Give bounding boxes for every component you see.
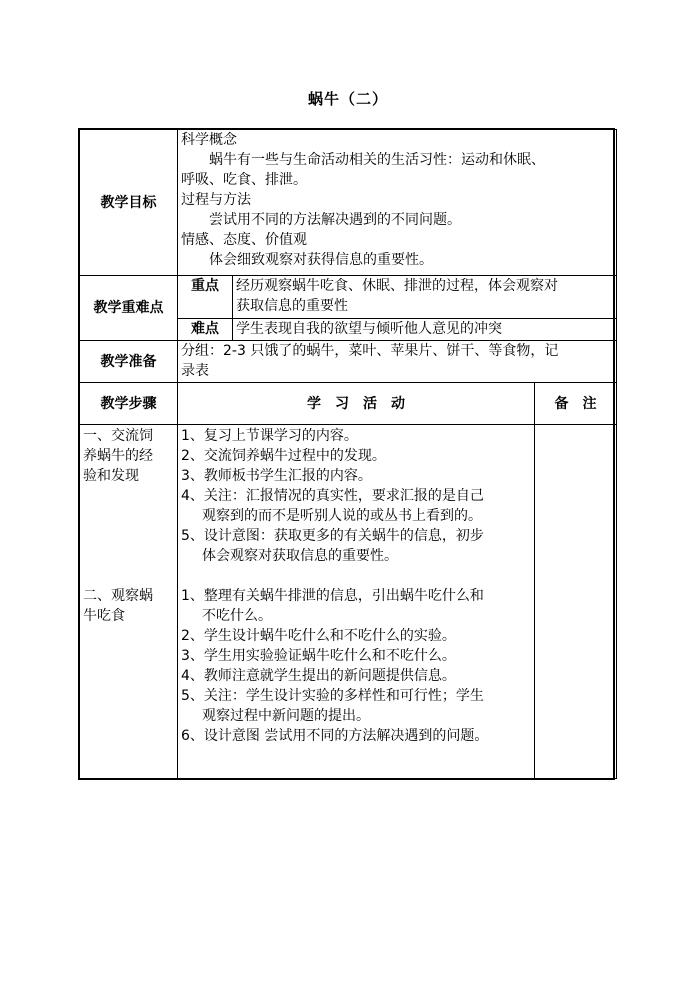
page-title: 蜗牛（二） xyxy=(307,90,388,108)
goals-content xyxy=(178,130,617,276)
goals-line: 科学概念 xyxy=(181,132,237,148)
step-item: 3、教师板书学生汇报的内容。 xyxy=(181,468,372,484)
step-item-cont: 不吃什么。 xyxy=(202,608,272,624)
focus-line: 获取信息的重要性 xyxy=(236,298,348,314)
step-item: 4、关注：汇报情况的真实性，要求汇报的是自己 xyxy=(181,488,484,504)
goals-line: 蜗牛有一些与生命活动相关的生活习性：运动和休眠、 xyxy=(209,152,545,168)
step-item: 2、学生设计蜗牛吃什么和不吃什么的实验。 xyxy=(181,628,456,644)
steps-header-label: 教学步骤 xyxy=(80,383,178,425)
steps-notes xyxy=(535,425,617,779)
goals-label: 教学目标 xyxy=(80,130,178,276)
step-item: 1、整理有关蜗牛排泄的信息，引出蜗牛吃什么和 xyxy=(181,588,484,604)
step-item-cont: 体会观察对获取信息的重要性。 xyxy=(202,548,398,564)
goals-row xyxy=(80,130,617,276)
steps-labels xyxy=(80,425,178,779)
prep-label: 教学准备 xyxy=(80,341,178,383)
step-label-line: 一、交流饲 xyxy=(83,428,153,444)
steps-activities xyxy=(178,425,535,779)
prep-content xyxy=(178,341,617,383)
goals-line: 呼吸、吃食、排泄。 xyxy=(181,172,307,188)
step-label-line: 验和发现 xyxy=(83,468,139,484)
lesson-plan-table xyxy=(79,129,617,779)
step-label-line: 二、观察蜗 xyxy=(83,588,153,604)
step-label-line: 养蜗牛的经 xyxy=(83,448,153,464)
step-item: 4、教师注意就学生提出的新问题提供信息。 xyxy=(181,668,456,684)
step-item: 3、学生用实验验证蜗牛吃什么和不吃什么。 xyxy=(181,648,456,664)
step-item: 5、关注：学生设计实验的多样性和可行性；学生 xyxy=(181,688,484,704)
prep-row xyxy=(80,341,617,383)
step-item-cont: 观察过程中新问题的提出。 xyxy=(202,708,370,724)
step-item: 5、设计意图：获取更多的有关蜗牛的信息，初步 xyxy=(181,528,484,544)
focus-row xyxy=(80,276,617,319)
goals-line: 情感、态度、价值观 xyxy=(181,232,307,248)
steps-header-row xyxy=(80,383,617,425)
focus-content xyxy=(233,276,617,319)
keypoints-label: 教学重难点 xyxy=(80,276,178,341)
goals-line: 过程与方法 xyxy=(181,192,251,208)
steps-body-row xyxy=(80,425,617,779)
notes-header: 备 注 xyxy=(535,383,617,425)
focus-line: 经历观察蜗牛吃食、休眠、排泄的过程，体会观察对 xyxy=(236,278,558,294)
prep-line: 录表 xyxy=(181,363,209,379)
step-item: 6、设计意图 尝试用不同的方法解决遇到的问题。 xyxy=(181,728,489,744)
step-item-cont: 观察到的而不是听别人说的或丛书上看到的。 xyxy=(202,508,482,524)
difficulty-content: 学生表现自我的欲望与倾听他人意见的冲突 xyxy=(233,319,617,341)
activity-header: 学 习 活 动 xyxy=(178,383,535,425)
goals-line: 尝试用不同的方法解决遇到的不同问题。 xyxy=(209,212,461,228)
step-label-line: 牛吃食 xyxy=(83,608,125,624)
focus-label: 重点 xyxy=(178,276,233,319)
prep-line: 分组：2-3 只饿了的蜗牛，菜叶、苹果片、饼干、等食物，记 xyxy=(181,343,559,359)
goals-line: 体会细致观察对获得信息的重要性。 xyxy=(209,252,433,268)
step-item: 1、复习上节课学习的内容。 xyxy=(181,428,358,444)
difficulty-label: 难点 xyxy=(178,319,233,341)
step-item: 2、交流饲养蜗牛过程中的发现。 xyxy=(181,448,386,464)
